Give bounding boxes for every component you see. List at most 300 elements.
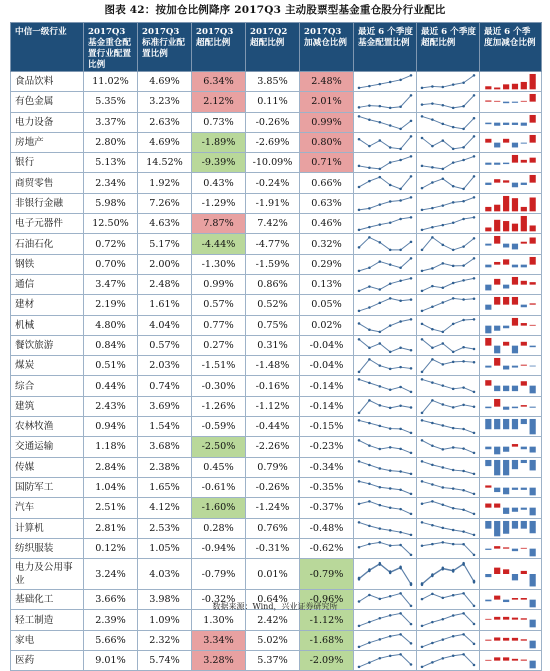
- trend-point: [368, 118, 371, 120]
- standard-weight-cell: 2.38%: [138, 457, 192, 477]
- change-bar: [512, 386, 518, 391]
- trend-point: [410, 299, 413, 301]
- fund-weight-cell: 3.66%: [84, 590, 138, 610]
- trend-point: [358, 666, 361, 668]
- change-bar: [530, 447, 536, 453]
- change-bar: [485, 366, 491, 368]
- trend-point: [389, 615, 392, 617]
- change-barchart-cell: [480, 630, 542, 650]
- change-barchart-cell: [480, 193, 542, 213]
- trend-point: [442, 286, 445, 288]
- standard-weight-cell: 2.53%: [138, 518, 192, 538]
- trend-line: [422, 564, 474, 584]
- overweight-sparkline: [419, 540, 477, 557]
- fund-weight-sparkline: [356, 174, 414, 191]
- trend-point: [379, 638, 382, 640]
- trend-point: [421, 187, 424, 189]
- standard-weight-cell: 1.61%: [138, 295, 192, 315]
- trend-point: [431, 118, 434, 120]
- change-barchart: [482, 540, 539, 557]
- trend-point: [410, 349, 413, 351]
- overweight-q2-cell: -1.12%: [246, 396, 300, 416]
- industry-name: 电子元器件: [11, 214, 84, 234]
- change-bar: [485, 381, 491, 386]
- change-bar: [530, 386, 536, 394]
- trend-point: [462, 200, 465, 202]
- trend-point: [410, 452, 413, 454]
- trend-line: [422, 96, 474, 108]
- trend-point: [431, 166, 434, 168]
- change-cell: -0.37%: [300, 498, 354, 518]
- fund-weight-sparkline-cell: [354, 651, 417, 671]
- trend-point: [473, 216, 476, 218]
- overweight-sparkline-cell: [417, 376, 480, 396]
- change-barchart-cell: [480, 356, 542, 376]
- trend-point: [358, 419, 361, 421]
- change-bar: [512, 460, 518, 469]
- trend-point: [410, 663, 413, 665]
- trend-point: [421, 249, 424, 251]
- trend-point: [473, 432, 476, 434]
- trend-point: [358, 290, 361, 292]
- trend-point: [442, 448, 445, 450]
- overweight-sparkline: [419, 73, 477, 90]
- standard-weight-cell: 0.57%: [138, 335, 192, 355]
- industry-name: 交通运输: [11, 437, 84, 457]
- change-bar: [521, 216, 527, 231]
- trend-point: [379, 448, 382, 450]
- fund-weight-sparkline: [356, 256, 414, 273]
- standard-weight-cell: 4.03%: [138, 559, 192, 590]
- table-row: [11, 437, 542, 457]
- table-row: [11, 498, 542, 518]
- overweight-sparkline-cell: [417, 234, 480, 254]
- trend-line: [359, 157, 411, 169]
- trend-point: [389, 297, 392, 299]
- trend-point: [399, 148, 402, 150]
- change-barchart-cell: [480, 335, 542, 355]
- change-barchart-cell: [480, 437, 542, 457]
- trend-point: [431, 328, 434, 330]
- fund-weight-sparkline: [356, 93, 414, 110]
- trend-point: [442, 244, 445, 246]
- change-barchart: [482, 520, 539, 537]
- trend-line: [422, 157, 474, 169]
- change-bar: [530, 94, 536, 102]
- industry-name: 汽车: [11, 498, 84, 518]
- trend-line: [422, 634, 474, 646]
- change-cell: -0.15%: [300, 417, 354, 437]
- overweight-sparkline-cell: [417, 193, 480, 213]
- trend-point: [389, 544, 392, 546]
- table-row: [11, 295, 542, 315]
- table-row: [11, 254, 542, 274]
- trend-point: [410, 391, 413, 393]
- trend-point: [399, 199, 402, 201]
- trend-point: [421, 439, 424, 441]
- trend-point: [410, 119, 413, 121]
- overweight-q2-cell: -1.24%: [246, 498, 300, 518]
- change-barchart: [482, 114, 539, 131]
- industry-name: 国防军工: [11, 477, 84, 497]
- trend-line: [359, 481, 411, 493]
- change-bar: [485, 660, 491, 661]
- trend-point: [462, 264, 465, 266]
- trend-point: [410, 553, 413, 555]
- fund-weight-sparkline: [356, 652, 414, 669]
- trend-point: [462, 318, 465, 320]
- overweight-q2-cell: 0.79%: [246, 457, 300, 477]
- fund-weight-sparkline-cell: [354, 315, 417, 335]
- overweight-q2-cell: 0.11%: [246, 92, 300, 112]
- trend-point: [368, 399, 371, 401]
- change-bar: [521, 520, 527, 528]
- change-cell: -0.14%: [300, 396, 354, 416]
- trend-point: [389, 595, 392, 597]
- standard-weight-cell: 2.00%: [138, 254, 192, 274]
- trend-point: [358, 247, 361, 249]
- change-cell: 0.05%: [300, 295, 354, 315]
- change-bar: [485, 504, 491, 508]
- trend-point: [452, 249, 455, 251]
- change-cell: 0.29%: [300, 254, 354, 274]
- trend-point: [431, 267, 434, 269]
- trend-line: [422, 360, 474, 372]
- overweight-q2-cell: -0.24%: [246, 173, 300, 193]
- trend-point: [473, 117, 476, 119]
- trend-point: [462, 403, 465, 405]
- change-barchart-cell: [480, 315, 542, 335]
- overweight-sparkline: [419, 377, 477, 394]
- change-bar: [494, 419, 500, 429]
- trend-line: [359, 96, 411, 108]
- overweight-sparkline: [419, 215, 477, 232]
- trend-point: [421, 544, 424, 546]
- trend-point: [462, 489, 465, 491]
- industry-name: 钢铁: [11, 254, 84, 274]
- change-barchart-cell: [480, 214, 542, 234]
- trend-point: [358, 371, 361, 373]
- trend-point: [379, 168, 382, 170]
- trend-point: [421, 480, 424, 482]
- overweight-sparkline-cell: [417, 417, 480, 437]
- fund-weight-cell: 0.94%: [84, 417, 138, 437]
- trend-point: [473, 74, 476, 76]
- fund-weight-sparkline-cell: [354, 477, 417, 497]
- change-cell: 0.71%: [300, 153, 354, 173]
- trend-point: [368, 105, 371, 107]
- change-bar: [485, 574, 491, 577]
- trend-point: [399, 544, 402, 546]
- trend-point: [452, 361, 455, 363]
- trend-point: [410, 642, 413, 644]
- overweight-q3-cell: -0.32%: [192, 590, 246, 610]
- trend-point: [399, 346, 402, 348]
- trend-point: [473, 257, 476, 259]
- trend-point: [442, 385, 445, 387]
- trend-point: [399, 188, 402, 190]
- change-barchart-cell: [480, 559, 542, 590]
- change-bar: [512, 155, 518, 163]
- standard-weight-cell: 2.03%: [138, 356, 192, 376]
- trend-point: [399, 300, 402, 302]
- change-bar: [530, 574, 536, 586]
- fund-weight-sparkline-cell: [354, 457, 417, 477]
- overweight-q3-cell: 0.28%: [192, 518, 246, 538]
- trend-point: [421, 521, 424, 523]
- change-bar: [485, 419, 491, 429]
- change-bar: [521, 382, 527, 386]
- change-bar: [503, 508, 509, 514]
- trend-point: [431, 641, 434, 643]
- trend-point: [368, 568, 371, 572]
- overweight-q2-cell: 2.42%: [246, 610, 300, 630]
- trend-line: [359, 177, 411, 189]
- change-bar: [512, 318, 518, 326]
- overweight-sparkline: [419, 398, 477, 415]
- trend-point: [410, 135, 413, 137]
- trend-point: [368, 358, 371, 360]
- trend-point: [442, 567, 445, 571]
- change-bar: [494, 325, 500, 330]
- overweight-sparkline-cell: [417, 457, 480, 477]
- trend-point: [462, 105, 465, 107]
- trend-point: [379, 541, 382, 543]
- fund-weight-sparkline: [356, 520, 414, 537]
- fund-weight-sparkline-cell: [354, 254, 417, 274]
- trend-point: [379, 330, 382, 332]
- trend-line: [359, 564, 411, 584]
- trend-point: [452, 322, 455, 324]
- change-barchart-cell: [480, 132, 542, 152]
- table-row: [11, 335, 542, 355]
- trend-line: [422, 116, 474, 128]
- fund-weight-cell: 0.12%: [84, 538, 138, 558]
- change-bar: [494, 262, 500, 265]
- change-bar: [503, 84, 509, 89]
- change-barchart: [482, 174, 539, 191]
- trend-line: [359, 278, 411, 290]
- trend-point: [358, 310, 361, 312]
- fund-weight-sparkline-cell: [354, 630, 417, 650]
- trend-line: [359, 319, 411, 331]
- overweight-q2-cell: -2.69%: [246, 132, 300, 152]
- fund-weight-sparkline: [356, 235, 414, 252]
- change-bar: [512, 520, 518, 528]
- change-barchart: [482, 560, 539, 588]
- change-bar: [512, 102, 518, 103]
- change-barchart: [482, 154, 539, 171]
- industry-name: 轻工制造: [11, 610, 84, 630]
- trend-point: [421, 419, 424, 421]
- trend-point: [379, 404, 382, 406]
- overweight-q2-cell: -0.16%: [246, 376, 300, 396]
- overweight-sparkline: [419, 499, 477, 516]
- trend-line: [359, 614, 411, 626]
- trend-point: [368, 328, 371, 330]
- overweight-q2-cell: 0.75%: [246, 315, 300, 335]
- trend-line: [359, 654, 411, 666]
- change-bar: [512, 574, 518, 580]
- overweight-q3-cell: 0.99%: [192, 274, 246, 294]
- trend-line: [359, 360, 411, 372]
- trend-point: [452, 186, 455, 188]
- trend-point: [431, 483, 434, 485]
- trend-line: [422, 136, 474, 148]
- change-bar: [503, 244, 509, 248]
- standard-weight-cell: 4.04%: [138, 315, 192, 335]
- trend-point: [389, 406, 392, 408]
- trend-point: [442, 122, 445, 124]
- trend-point: [421, 208, 424, 210]
- change-bar: [494, 143, 500, 148]
- change-bar: [485, 548, 491, 549]
- trend-point: [462, 509, 465, 511]
- trend-point: [358, 577, 361, 581]
- change-bar: [512, 508, 518, 512]
- change-bar: [530, 175, 536, 183]
- trend-point: [379, 562, 382, 566]
- overweight-q2-cell: -2.26%: [246, 437, 300, 457]
- change-bar: [530, 74, 536, 89]
- trend-point: [399, 106, 402, 108]
- trend-line: [422, 522, 474, 534]
- fund-weight-cell: 3.24%: [84, 559, 138, 590]
- header-industry: 中信一级行业: [11, 23, 84, 72]
- change-bar: [512, 346, 518, 354]
- trend-point: [452, 222, 455, 224]
- fund-weight-sparkline-cell: [354, 234, 417, 254]
- trend-point: [431, 358, 434, 360]
- overweight-sparkline-cell: [417, 295, 480, 315]
- trend-point: [379, 386, 382, 388]
- trend-point: [421, 137, 424, 139]
- trend-point: [368, 445, 371, 447]
- change-cell: -1.12%: [300, 610, 354, 630]
- change-barchart: [482, 93, 539, 110]
- change-bar: [494, 386, 500, 391]
- trend-point: [399, 448, 402, 450]
- fund-weight-sparkline-cell: [354, 72, 417, 92]
- trend-line: [359, 116, 411, 128]
- fund-weight-sparkline: [356, 296, 414, 313]
- table-row: [11, 153, 542, 173]
- trend-point: [442, 424, 445, 426]
- fund-weight-sparkline-cell: [354, 417, 417, 437]
- overweight-q3-cell: 0.77%: [192, 315, 246, 335]
- change-bar: [512, 143, 518, 148]
- trend-point: [462, 592, 465, 594]
- trend-line: [422, 278, 474, 290]
- trend-point: [389, 655, 392, 657]
- header-row: [11, 23, 542, 72]
- overweight-sparkline-cell: [417, 477, 480, 497]
- overweight-sparkline: [419, 235, 477, 252]
- trend-point: [462, 653, 465, 655]
- standard-weight-cell: 5.17%: [138, 234, 192, 254]
- trend-point: [379, 105, 382, 107]
- trend-point: [379, 342, 382, 344]
- fund-weight-sparkline: [356, 398, 414, 415]
- fund-weight-sparkline: [356, 73, 414, 90]
- trend-point: [368, 266, 371, 268]
- overweight-sparkline-cell: [417, 335, 480, 355]
- trend-line: [422, 258, 474, 270]
- change-bar: [494, 346, 500, 354]
- change-bar: [503, 638, 509, 641]
- trend-point: [421, 666, 424, 668]
- change-bar: [521, 365, 527, 366]
- trend-point: [358, 322, 361, 324]
- trend-point: [410, 513, 413, 515]
- change-barchart-cell: [480, 518, 542, 538]
- industry-name: 综合: [11, 376, 84, 396]
- trend-point: [421, 269, 424, 271]
- trend-point: [399, 366, 402, 368]
- trend-point: [389, 351, 392, 353]
- change-bar: [494, 657, 500, 660]
- trend-point: [410, 623, 413, 625]
- trend-point: [431, 207, 434, 209]
- overweight-sparkline: [419, 357, 477, 374]
- change-bar: [494, 236, 500, 244]
- industry-name: 机械: [11, 315, 84, 335]
- change-bar: [521, 143, 527, 144]
- trend-point: [431, 306, 434, 308]
- change-bar: [521, 548, 527, 549]
- trend-line: [422, 75, 474, 87]
- change-bar: [494, 596, 500, 600]
- change-bar: [512, 122, 518, 124]
- trend-point: [368, 524, 371, 526]
- trend-line: [359, 634, 411, 646]
- header-over-trend: 最近 6 个季度超配比例: [417, 23, 480, 72]
- change-barchart: [482, 337, 539, 354]
- change-barchart: [482, 377, 539, 394]
- change-cell: -2.09%: [300, 651, 354, 671]
- trend-point: [399, 488, 402, 490]
- table-row: [11, 538, 542, 558]
- change-cell: 0.63%: [300, 193, 354, 213]
- change-bar: [503, 547, 509, 548]
- trend-point: [452, 297, 455, 299]
- trend-line: [422, 461, 474, 473]
- fund-weight-sparkline: [356, 377, 414, 394]
- change-bar: [503, 419, 509, 429]
- overweight-sparkline-cell: [417, 132, 480, 152]
- overweight-sparkline-cell: [417, 538, 480, 558]
- change-bar: [503, 386, 509, 391]
- trend-point: [462, 633, 465, 635]
- overweight-q3-cell: 0.43%: [192, 173, 246, 193]
- change-bar: [503, 520, 509, 533]
- trend-point: [358, 106, 361, 108]
- trend-point: [399, 404, 402, 406]
- change-bar: [494, 220, 500, 232]
- change-barchart: [482, 479, 539, 496]
- trend-point: [452, 569, 455, 573]
- overweight-sparkline-cell: [417, 254, 480, 274]
- overweight-sparkline: [419, 195, 477, 212]
- change-bar: [503, 460, 509, 475]
- trend-point: [368, 237, 371, 239]
- trend-point: [389, 124, 392, 126]
- trend-point: [442, 302, 445, 304]
- change-bar: [521, 488, 527, 490]
- trend-point: [358, 115, 361, 117]
- change-bar: [530, 508, 536, 516]
- trend-line: [422, 177, 474, 189]
